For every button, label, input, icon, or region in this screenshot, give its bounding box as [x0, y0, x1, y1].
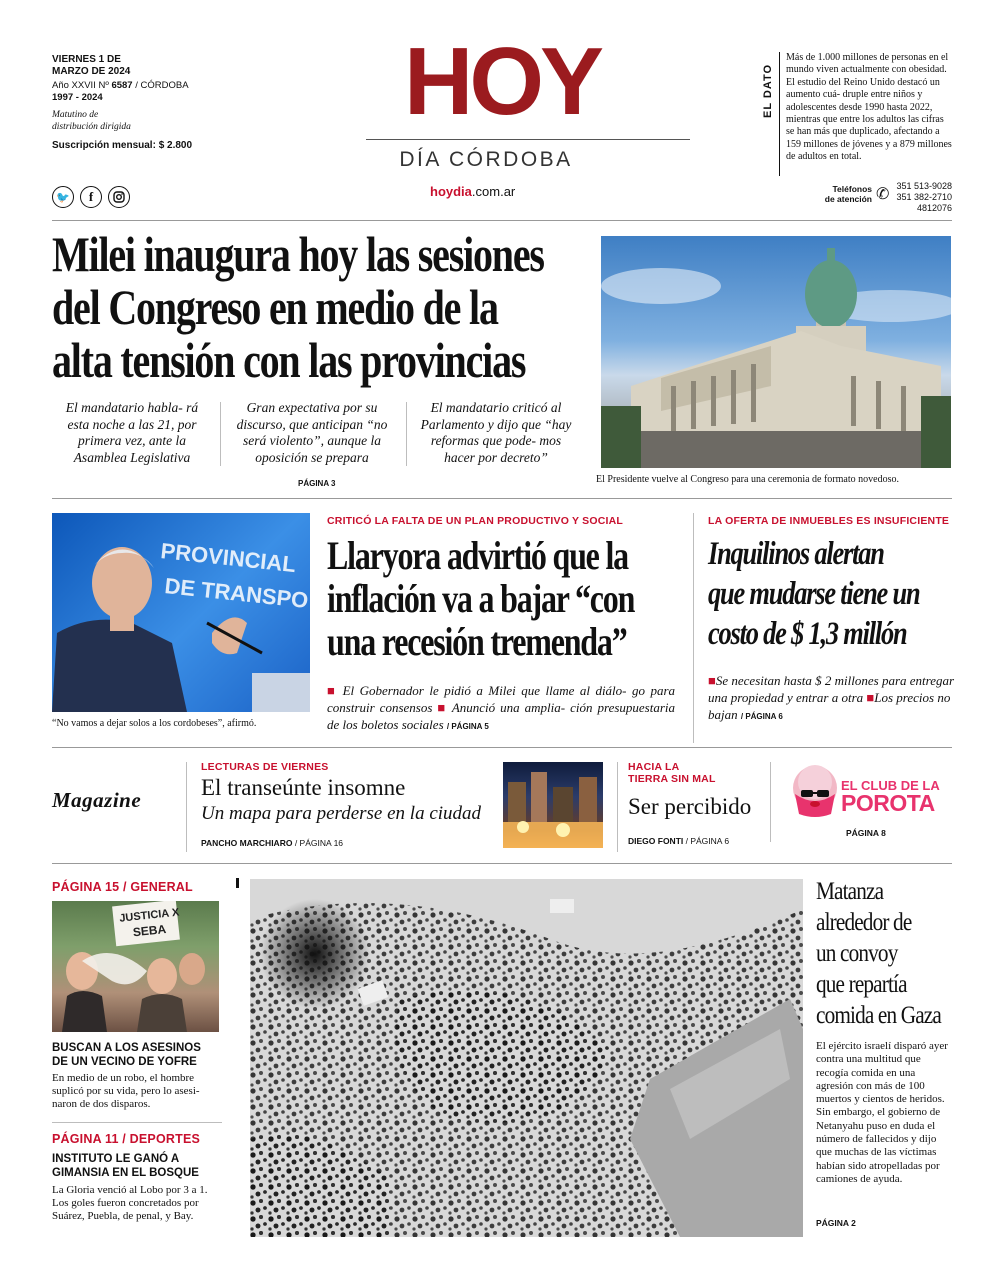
magazine-bottom-divider — [52, 863, 952, 864]
sidebar-title-1[interactable]: BUSCAN A LOS ASESINOS DE UN VECINO DE YOFRE — [52, 1042, 201, 1068]
bullet-icon: ■ — [708, 673, 716, 688]
logo-subtitle: DÍA CÓRDOBA — [399, 148, 573, 171]
gaza-headline-line-3: un convoy — [816, 940, 898, 967]
llaryora-page-ref[interactable]: / PÁGINA 5 — [446, 722, 489, 731]
porota-logo[interactable] — [785, 764, 955, 820]
inquilinos-divider — [693, 513, 694, 743]
gaza-page-ref[interactable]: PÁGINA 2 — [816, 1218, 856, 1228]
middle-divider — [52, 747, 952, 748]
llaryora-kicker: CRITICÓ LA FALTA DE UN PLAN PRODUCTIVO Y SOCIAL — [327, 515, 624, 527]
date-line-1: VIERNES 1 DE — [52, 54, 121, 65]
magazine-author-2: DIEGO FONTI / PÁGINA 6 — [628, 836, 730, 846]
magazine-title[interactable]: El transeúnte insomne — [201, 775, 406, 800]
lead-headline-line-1: Milei inaugura hoy las sesiones — [52, 226, 544, 282]
lead-sub-divider-2 — [406, 402, 407, 466]
porota-line-2: POROTA — [841, 790, 935, 816]
llaryora-bullet-1: El Gobernador le pidió a Milei que llame al diálo- go para construir consensos — [327, 683, 676, 715]
gaza-headline-line-2: alrededor de — [816, 909, 912, 936]
llaryora-photo-caption: “No vamos a dejar solos a los cordobeses”, afirmó. — [52, 718, 257, 729]
magazine-kicker: LECTURAS DE VIERNES — [201, 761, 329, 773]
date-line-2: MARZO DE 2024 — [52, 66, 131, 77]
bullet-icon: ■ — [327, 683, 338, 698]
llaryora-headline-line-2: inflación va a bajar “con — [327, 576, 635, 621]
phones-label: Teléfonos de atención — [824, 184, 872, 204]
distribution-1: Matutino de — [52, 110, 99, 120]
years-line: 1997 - 2024 — [52, 92, 103, 103]
inquilinos-headline-line-1: Inquilinos alertan — [708, 536, 884, 572]
city-illustration — [503, 762, 603, 848]
twitter-icon[interactable]: 🐦 — [52, 186, 74, 208]
sidebar-text-1: En medio de un robo, el hombre suplicó por su vida, pero lo asesi- naron de dos disparos. — [52, 1072, 200, 1110]
phone-1[interactable]: 351 513-9028 — [896, 181, 952, 191]
sidebar-section-1[interactable]: PÁGINA 15 / GENERAL — [52, 880, 193, 894]
magazine-divider-3 — [770, 762, 771, 842]
date-block — [52, 54, 222, 152]
el-dato-rule — [779, 52, 780, 176]
congress-photo — [601, 236, 951, 468]
bullet-icon: ■ — [437, 700, 448, 715]
inquilinos-bullet-1: Se necesitan hasta $ 2 millones para entregar una propiedad y entrar a otra — [708, 673, 955, 705]
logo: HOY — [403, 28, 601, 135]
magazine-label[interactable]: Magazine — [52, 788, 142, 812]
magazine-divider-1 — [186, 762, 187, 852]
congress-photo-caption: El Presidente vuelve al Congreso para una ceremonia de formato novedoso. — [596, 474, 899, 485]
lead-divider — [52, 498, 952, 499]
gaza-left-rule — [236, 878, 239, 888]
lead-headline-line-3: alta tensión con las provincias — [52, 332, 526, 388]
inquilinos-bullet-2: Los precios no bajan — [708, 690, 951, 722]
lead-page-ref[interactable]: PÁGINA 3 — [298, 479, 336, 488]
gaza-text: El ejército israelí disparó ayer contra una multitud que recogía comida en una agresión con más de 100 muertos y cientos de heridos. Sin embargo, el gobierno de Netanyahu puso en duda el número de fallecidos y dijo que muchas de las víctimas habían sido atropelladas por camiones de ayuda. — [816, 1040, 948, 1185]
phones-list — [896, 181, 952, 214]
protest-illustration — [52, 901, 219, 1032]
logo-rule — [366, 139, 690, 140]
sidebar-text-2: La Gloria venció al Lobo por 3 a 1. Los goles fueron concretados por Suárez, Puebla, de penal, y Bay. — [52, 1184, 208, 1222]
magazine-kicker-2: HACIA LA TIERRA SIN MAL — [628, 761, 716, 785]
magazine-subtitle: Un mapa para perderse en la ciudad — [201, 803, 482, 824]
llaryora-headline-line-1: Llaryora advirtió que la — [327, 533, 628, 578]
inquilinos-bullets — [708, 672, 956, 725]
facebook-icon[interactable]: f — [80, 186, 102, 208]
inquilinos-page-ref[interactable]: / PÁGINA 6 — [740, 712, 783, 721]
el-dato-label: EL DATO — [762, 63, 774, 118]
lead-sub-2: Gran expectativa por su discurso, que anticipan “no será violento”, aunque la oposición se prepara — [236, 400, 388, 465]
masthead-divider — [52, 220, 952, 221]
gaza-aerial-photo — [250, 879, 803, 1237]
llaryora-bullet-2: Anunció una amplia- ción presupuestaria de los boletos sociales — [327, 700, 676, 732]
sidebar-section-2[interactable]: PÁGINA 11 / DEPORTES — [52, 1132, 201, 1146]
phone-icon: ✆ — [876, 184, 890, 203]
llaryora-headline-line-3: una recesión tremenda” — [327, 619, 627, 664]
llaryora-bullets — [327, 682, 675, 735]
bullet-icon: ■ — [866, 690, 875, 705]
instagram-icon[interactable] — [108, 186, 130, 208]
magazine-author: PANCHO MARCHIARO / PÁGINA 16 — [201, 838, 344, 848]
issue-line: Año XXVII Nº 6587 / CÓRDOBA — [52, 80, 189, 91]
porota-face-icon — [785, 764, 845, 820]
svg-text:PROVINCIAL: PROVINCIAL — [159, 538, 298, 578]
lead-sub-3: El mandatario criticó al Parlamento y dijo que “hay reformas que pode- mos hacer por decreto” — [420, 400, 572, 465]
svg-text:DE TRANSPO: DE TRANSPO — [163, 573, 310, 614]
svg-text:JUSTICIA X: JUSTICIA X — [118, 906, 180, 925]
gaza-headline-line-1: Matanza — [816, 878, 884, 905]
lead-sub-divider-1 — [220, 402, 221, 466]
city-night-photo — [503, 762, 603, 848]
lead-headline[interactable] — [52, 228, 592, 387]
lead-sub-1: El mandatario habla- rá esta noche a las 21, por primera vez, ante la Asamblea Legislativa — [65, 400, 199, 465]
sidebar-title-2[interactable]: INSTITUTO LE GANÓ A GIMANSIA EN EL BOSQUE — [52, 1153, 199, 1179]
congress-illustration — [601, 236, 951, 468]
inquilinos-kicker: LA OFERTA DE INMUEBLES ES INSUFICIENTE — [708, 515, 950, 527]
website[interactable]: hoydia.com.ar — [430, 184, 516, 199]
gaza-headline-line-5: comida en Gaza — [816, 1002, 941, 1029]
gaza-headline-line-4: que repartía — [816, 971, 907, 998]
lead-headline-line-2: del Congreso en medio de la — [52, 279, 498, 335]
sidebar-divider — [52, 1122, 222, 1123]
gaza-headline[interactable] — [816, 876, 956, 1031]
subscription-price: Suscripción mensual: $ 2.800 — [52, 140, 193, 151]
protest-photo — [52, 901, 219, 1032]
inquilinos-headline-line-3: costo de $ 1,3 millón — [708, 616, 907, 652]
svg-text:SEBA: SEBA — [132, 921, 167, 940]
phone-2[interactable]: 351 382-2710 — [896, 192, 952, 202]
llaryora-headline[interactable] — [327, 534, 677, 663]
llaryora-illustration — [52, 513, 310, 712]
llaryora-photo — [52, 513, 310, 712]
gaza-crowd-illustration — [250, 879, 803, 1237]
magazine-divider-2 — [617, 762, 618, 852]
porota-line-1: EL CLUB DE LA — [841, 778, 940, 793]
inquilinos-headline[interactable] — [708, 534, 963, 654]
magazine-title-2[interactable]: Ser percibido — [628, 794, 752, 819]
porota-page-ref[interactable]: PÁGINA 8 — [846, 828, 886, 838]
el-dato-text: Más de 1.000 millones de personas en el mundo viven actualmente con obesidad. El estudio del Reino Unido destacó un aumento cuá- druple entre niños y adolescentes desde 1990 hasta 2022, mientras que entre los adultos las cifras se han más que duplicado, afectando a 159 millones de jóvenes y a 879 millones de adultos en total. — [786, 52, 952, 163]
distribution-2: distribución dirigida — [52, 122, 131, 132]
phone-3[interactable]: 4812076 — [916, 203, 952, 213]
inquilinos-headline-line-2: que mudarse tiene un — [708, 576, 920, 612]
